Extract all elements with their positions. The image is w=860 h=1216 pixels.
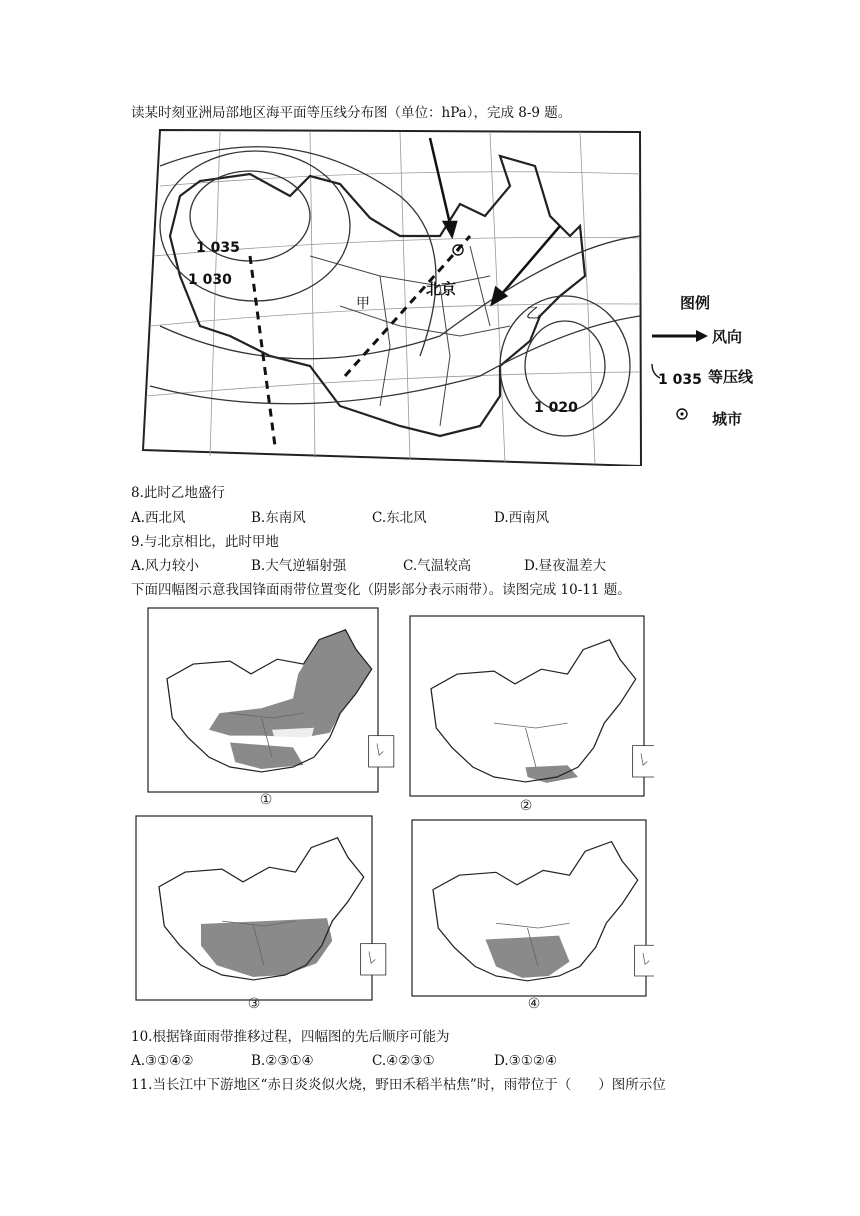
isobar-label-1035: 1 035 xyxy=(196,240,240,256)
q9-option-a: A.风力较小 xyxy=(131,558,200,574)
q8-option-a: A.西北风 xyxy=(131,510,186,526)
q9-option-d: D.昼夜温差大 xyxy=(524,558,607,574)
q9-stem: 9.与北京相比，此时甲地 xyxy=(131,534,279,550)
map-3-label: ③ xyxy=(247,996,261,1012)
q9-option-c: C.气温较高 xyxy=(403,558,472,574)
q8-option-d: D.西南风 xyxy=(494,510,550,526)
q11-stem: 11.当长江中下游地区“赤日炎炎似火烧，野田禾稻半枯焦”时，雨带位于（ ）图所示位 xyxy=(131,1077,666,1093)
legend-title: 图例 xyxy=(680,294,711,312)
q10-stem: 10.根据锋面雨带推移过程，四幅图的先后顺序可能为 xyxy=(131,1029,450,1045)
q8-option-c: C.东北风 xyxy=(372,510,427,526)
q9-option-b: B.大气逆辐射强 xyxy=(251,558,347,574)
intro-8-9: 读某时刻亚洲局部地区海平面等压线分布图（单位：hPa），完成 8-9 题。 xyxy=(131,105,572,121)
beijing-label: 北京 xyxy=(426,280,457,298)
q10-option-a: A.③①④② xyxy=(131,1053,194,1069)
isobar-label-1020: 1 020 xyxy=(534,400,578,416)
rain-map-4 xyxy=(412,820,654,1012)
isobar-map-svg xyxy=(140,126,785,466)
isobar-map-figure xyxy=(140,126,785,470)
map-2-label: ② xyxy=(519,798,533,814)
q8-stem: 8.此时乙地盛行 xyxy=(131,485,225,501)
legend-isobar-value: 1 035 xyxy=(658,372,702,388)
legend-wind: 风向 xyxy=(712,328,743,346)
jia-label: 甲 xyxy=(356,296,370,312)
legend-city: 城市 xyxy=(712,410,743,428)
map-legend xyxy=(652,294,754,428)
legend-isobar: 等压线 xyxy=(708,368,754,386)
q10-option-d: D.③①②④ xyxy=(494,1053,558,1069)
isobar-label-1030: 1 030 xyxy=(188,272,232,288)
rain-map-1 xyxy=(148,608,394,808)
yi-label: 乙 xyxy=(526,306,540,322)
q10-option-b: B.②③①④ xyxy=(251,1053,314,1069)
rain-belt-svg xyxy=(134,606,654,1024)
map-1-label: ① xyxy=(259,792,273,808)
rain-map-2 xyxy=(410,616,654,814)
q10-option-c: C.④②③① xyxy=(372,1053,435,1069)
rain-belt-maps xyxy=(134,606,654,1028)
rain-map-3 xyxy=(136,816,386,1012)
map-4-label: ④ xyxy=(527,996,541,1012)
intro-10-11: 下面四幅图示意我国锋面雨带位置变化（阴影部分表示雨带）。读图完成 10-11 题。 xyxy=(131,582,631,598)
q8-option-b: B.东南风 xyxy=(251,510,306,526)
